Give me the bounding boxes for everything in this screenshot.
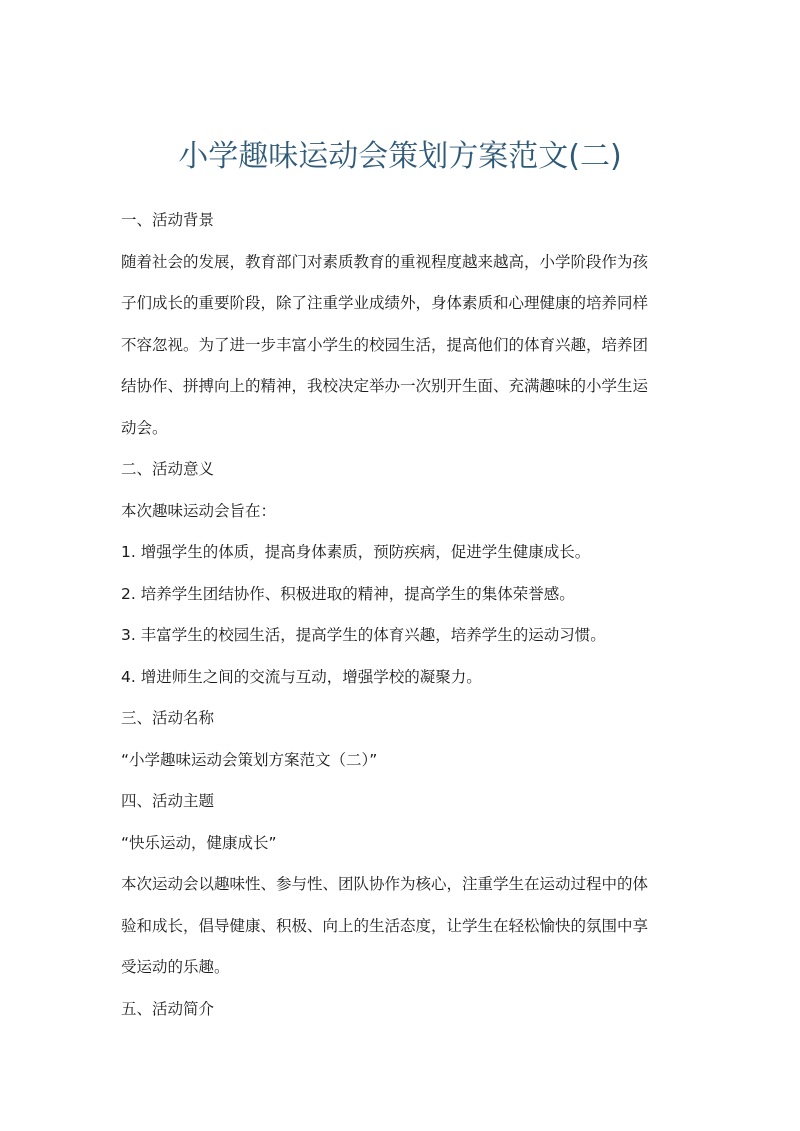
list-item: 2. 培养学生团结协作、积极进取的精神，提高学生的集体荣誉感。 (121, 584, 575, 603)
paragraph-line: “快乐运动，健康成长” (121, 833, 277, 852)
paragraph-line: “小学趣味运动会策划方案范文（二）” (121, 750, 378, 769)
paragraph-line: 随着社会的发展，教育部门对素质教育的重视程度越来越高，小学阶段作为孩 (121, 252, 649, 271)
section-heading-introduction: 五、活动简介 (121, 999, 215, 1018)
paragraph-line: 结协作、拼搏向上的精神，我校决定举办一次别开生面、充满趣味的小学生运 (121, 377, 649, 395)
list-item: 4. 增进师生之间的交流与互动，增强学校的凝聚力。 (121, 667, 482, 686)
paragraph-line: 验和成长，倡导健康、积极、向上的生活态度，让学生在轻松愉快的氛围中享 (121, 916, 649, 935)
paragraph-line: 本次运动会以趣味性、参与性、团队协作为核心，注重学生在运动过程中的体 (121, 875, 649, 893)
paragraph-line: 受运动的乐趣。 (121, 958, 230, 976)
paragraph-line: 本次趣味运动会旨在： (121, 501, 277, 520)
list-item: 1. 增强学生的体质，提高身体素质，预防疾病，促进学生健康成长。 (121, 543, 591, 561)
document-body (121, 200, 681, 1030)
paragraph-line: 子们成长的重要阶段，除了注重学业成绩外，身体素质和心理健康的培养同样 (121, 294, 649, 312)
paragraph-line: 不容忽视。为了进一步丰富小学生的校园生活，提高他们的体育兴趣，培养团 (121, 335, 649, 354)
paragraph-line: 动会。 (121, 418, 168, 437)
section-heading-name: 三、活动名称 (121, 709, 215, 727)
document-title: 小学趣味运动会策划方案范文(二) (178, 139, 622, 174)
section-heading-significance: 二、活动意义 (121, 460, 215, 478)
section-heading-theme: 四、活动主题 (121, 792, 215, 810)
list-item: 3. 丰富学生的校园生活，提高学生的体育兴趣，培养学生的运动习惯。 (121, 626, 606, 644)
section-heading-background: 一、活动背景 (121, 211, 215, 229)
